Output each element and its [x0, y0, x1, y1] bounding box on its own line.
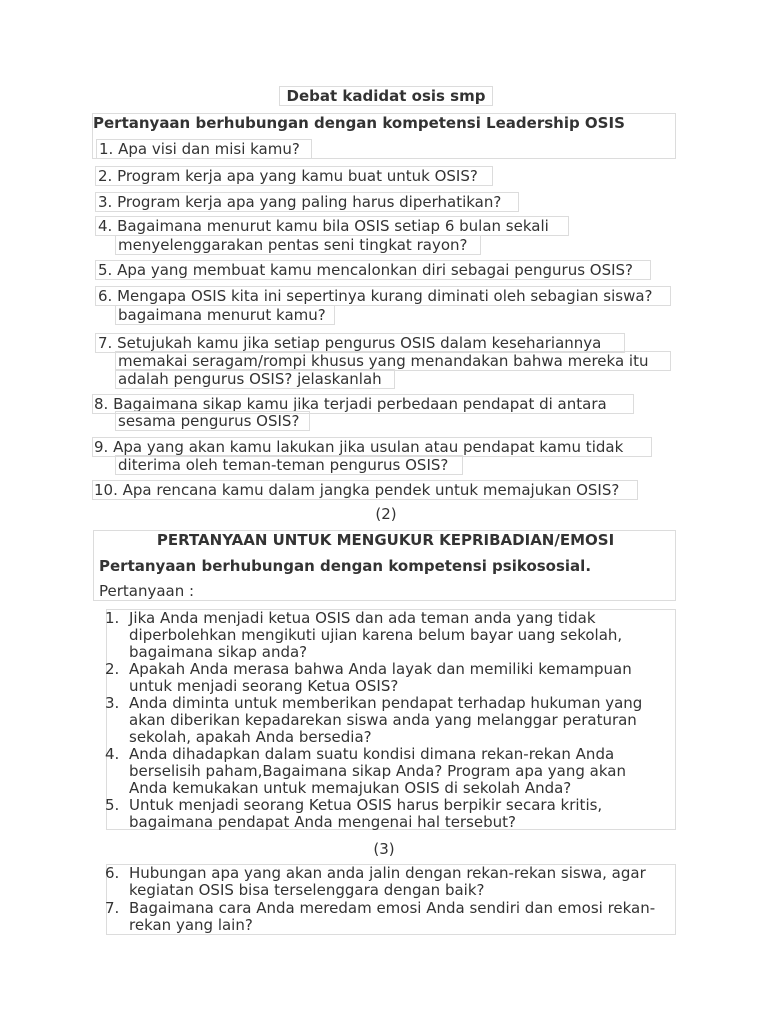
question-9-line1: 9. Apa yang akan kamu lakukan jika usulan atau pendapat kamu tidak [92, 437, 652, 457]
question-6-line1: 6. Mengapa OSIS kita ini sepertinya kurang diminati oleh sebagian siswa? [95, 286, 671, 306]
page-marker-2: (2) [375, 505, 397, 523]
section2-heading: PERTANYAAN UNTUK MENGUKUR KEPRIBADIAN/EMOSI [156, 531, 615, 549]
question-7-line1: 7. Setujukah kamu jika setiap pengurus OSIS dalam kesehariannya [95, 333, 625, 353]
question-7-line3: adalah pengurus OSIS? jelaskanlah [115, 369, 395, 389]
question-6-line2: bagaimana menurut kamu? [115, 305, 335, 325]
question-8-line1: 8. Bagaimana sikap kamu jika terjadi perbedaan pendapat di antara [92, 394, 634, 414]
list2-box: 1. Jika Anda menjadi ketua OSIS dan ada teman anda yang tidak diperbolehkan mengikuti ujian karena belum bayar uang sekolah, bagaimana sikap anda? 2. Apakah Anda merasa bahwa Anda layak dan memiliki kemampuan untuk menjadi seorang Ketua OSIS? 3. Anda diminta untuk memberikan pendapat terhadap hukuman yang akan diberikan kepadarekan siswa anda yang melanggar peraturan sekolah, apakah Anda bersedia? 4. Anda dihadapkan dalam suatu kondisi dimana rekan-rekan Anda berselisih paham,Bagaimana sikap Anda? Program apa yang akan Anda kemukakan untuk memajukan OSIS di sekolah Anda? 5. Untuk menjadi seorang Ketua OSIS harus berpikir secara kritis, bagaimana pendapat Anda mengenai hal tersebut? [106, 609, 676, 830]
question-2: 2. Program kerja apa yang kamu buat untuk OSIS? [95, 166, 493, 186]
section2-subheading: Pertanyaan berhubungan dengan kompetensi psikososial. [99, 557, 592, 575]
question-7-line2: memakai seragam/rompi khusus yang menandakan bahwa mereka itu [115, 351, 671, 371]
page-marker-3: (3) [373, 840, 395, 858]
question-4-line1: 4. Bagaimana menurut kamu bila OSIS setiap 6 bulan sekali [95, 216, 569, 236]
question-10: 10. Apa rencana kamu dalam jangka pendek untuk memajukan OSIS? [92, 480, 638, 500]
document-title: Debat kadidat osis smp [279, 86, 493, 106]
question-8-line2: sesama pengurus OSIS? [115, 411, 310, 431]
question-1: 1. Apa visi dan misi kamu? [96, 139, 312, 159]
section2-box [93, 530, 676, 601]
section1-heading: Pertanyaan berhubungan dengan kompetensi Leadership OSIS [93, 114, 625, 132]
section2-label: Pertanyaan : [99, 582, 195, 600]
list3-box: 6. Hubungan apa yang akan anda jalin dengan rekan-rekan siswa, agar kegiatan OSIS bisa terselenggara dengan baik? 7. Bagaimana cara Anda meredam emosi Anda sendiri dan emosi rekan- rekan yang lain? [106, 864, 676, 935]
question-9-line2: diterima oleh teman-teman pengurus OSIS? [115, 455, 463, 475]
question-4-line2: menyelenggarakan pentas seni tingkat rayon? [115, 235, 481, 255]
question-3: 3. Program kerja apa yang paling harus diperhatikan? [95, 192, 519, 212]
question-5: 5. Apa yang membuat kamu mencalonkan diri sebagai pengurus OSIS? [95, 260, 651, 280]
